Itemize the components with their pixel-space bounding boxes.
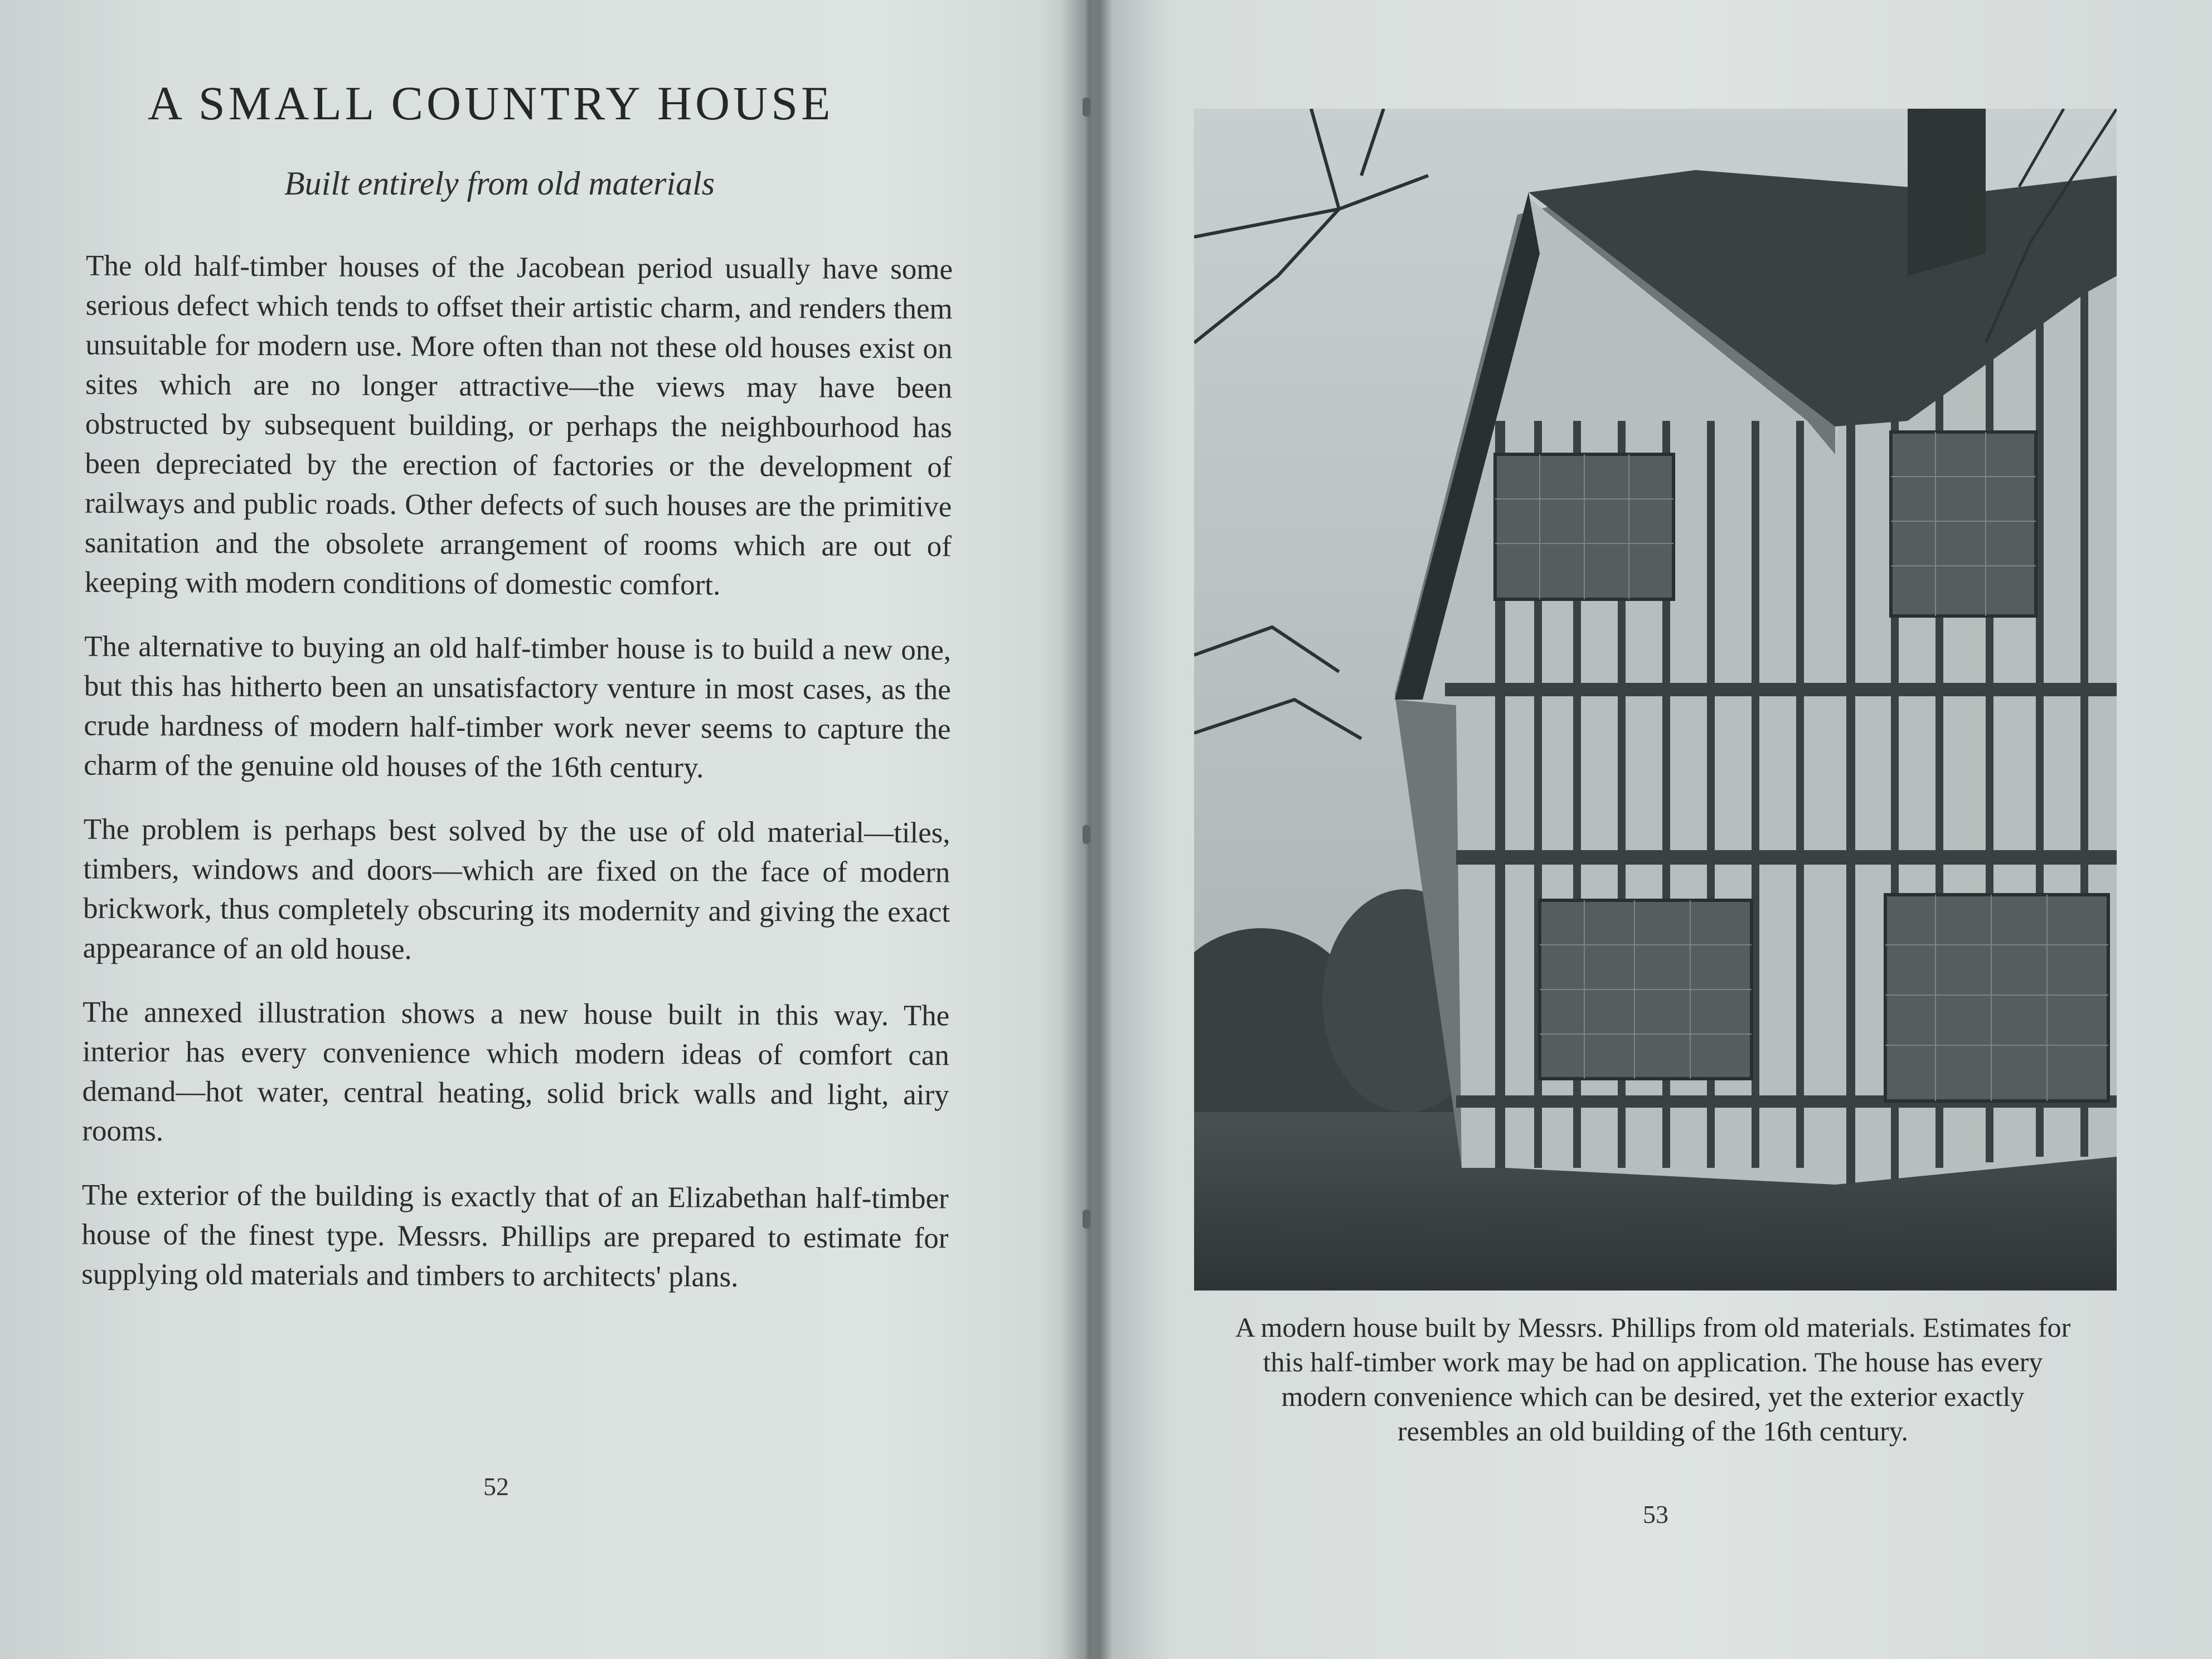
left-page (0, 0, 1081, 1659)
paragraph: The annexed illustration shows a new house built in this way. The interior has every convenience which modern ideas of comfort can demand—hot water, central heating, solid brick walls and light, airy rooms. (82, 996, 950, 1148)
page-number-right: 53 (1643, 1500, 1668, 1529)
paragraph: The alternative to buying an old half-timber house is to build a new one, but this has hitherto been an unsatisfactory venture in most cases, as the crude hardness of modern half-timber work never seems to capture the charm of the genuine old houses of the 16th century. (84, 630, 952, 784)
binding-stitch (1083, 98, 1090, 117)
paragraph: The problem is perhaps best solved by the use of old material—tiles, timbers, windows and doors—which are fixed on the face of modern brickwork, thus completely obscuring its modernity and giving the exact appearance of an old house. (83, 813, 950, 966)
binding-stitch (1083, 1210, 1090, 1229)
paragraph: The old half-timber houses of the Jacobean period usually have some serious defect which tends to offset their artistic charm, and renders them unsuitable for modern use. More often than not these old houses exist on sites which are no longer attractive—the views may have been obstructed by subsequent building, or perhaps the neighbourhood has been depreciated by the erection of factories or the development of railways and public roads. Other defects of such houses are the primitive sanitation and the obsolete arrangement of rooms which are out of keeping with modern conditions of domestic comfort. (84, 249, 953, 601)
paragraph: The exterior of the building is exactly that of an Elizabethan half-timber house of the finest type. Messrs. Phillips are prepared to estimate for supplying old materials and timbers to architects' plans. (81, 1178, 949, 1293)
page-subtitle: Built entirely from old materials (284, 165, 715, 202)
binding-stitch (1083, 825, 1090, 844)
body-text (81, 246, 953, 1323)
page-number-left: 52 (483, 1472, 509, 1501)
photo-caption: A modern house built by Messrs. Phillips from old materials. Estimates for this half-timber work may be had on application. The house has every modern convenience which can be desired, yet the exterior exactly resembles an old building of the 16th century. (1235, 1312, 2071, 1447)
page-title: A SMALL COUNTRY HOUSE (148, 76, 834, 130)
